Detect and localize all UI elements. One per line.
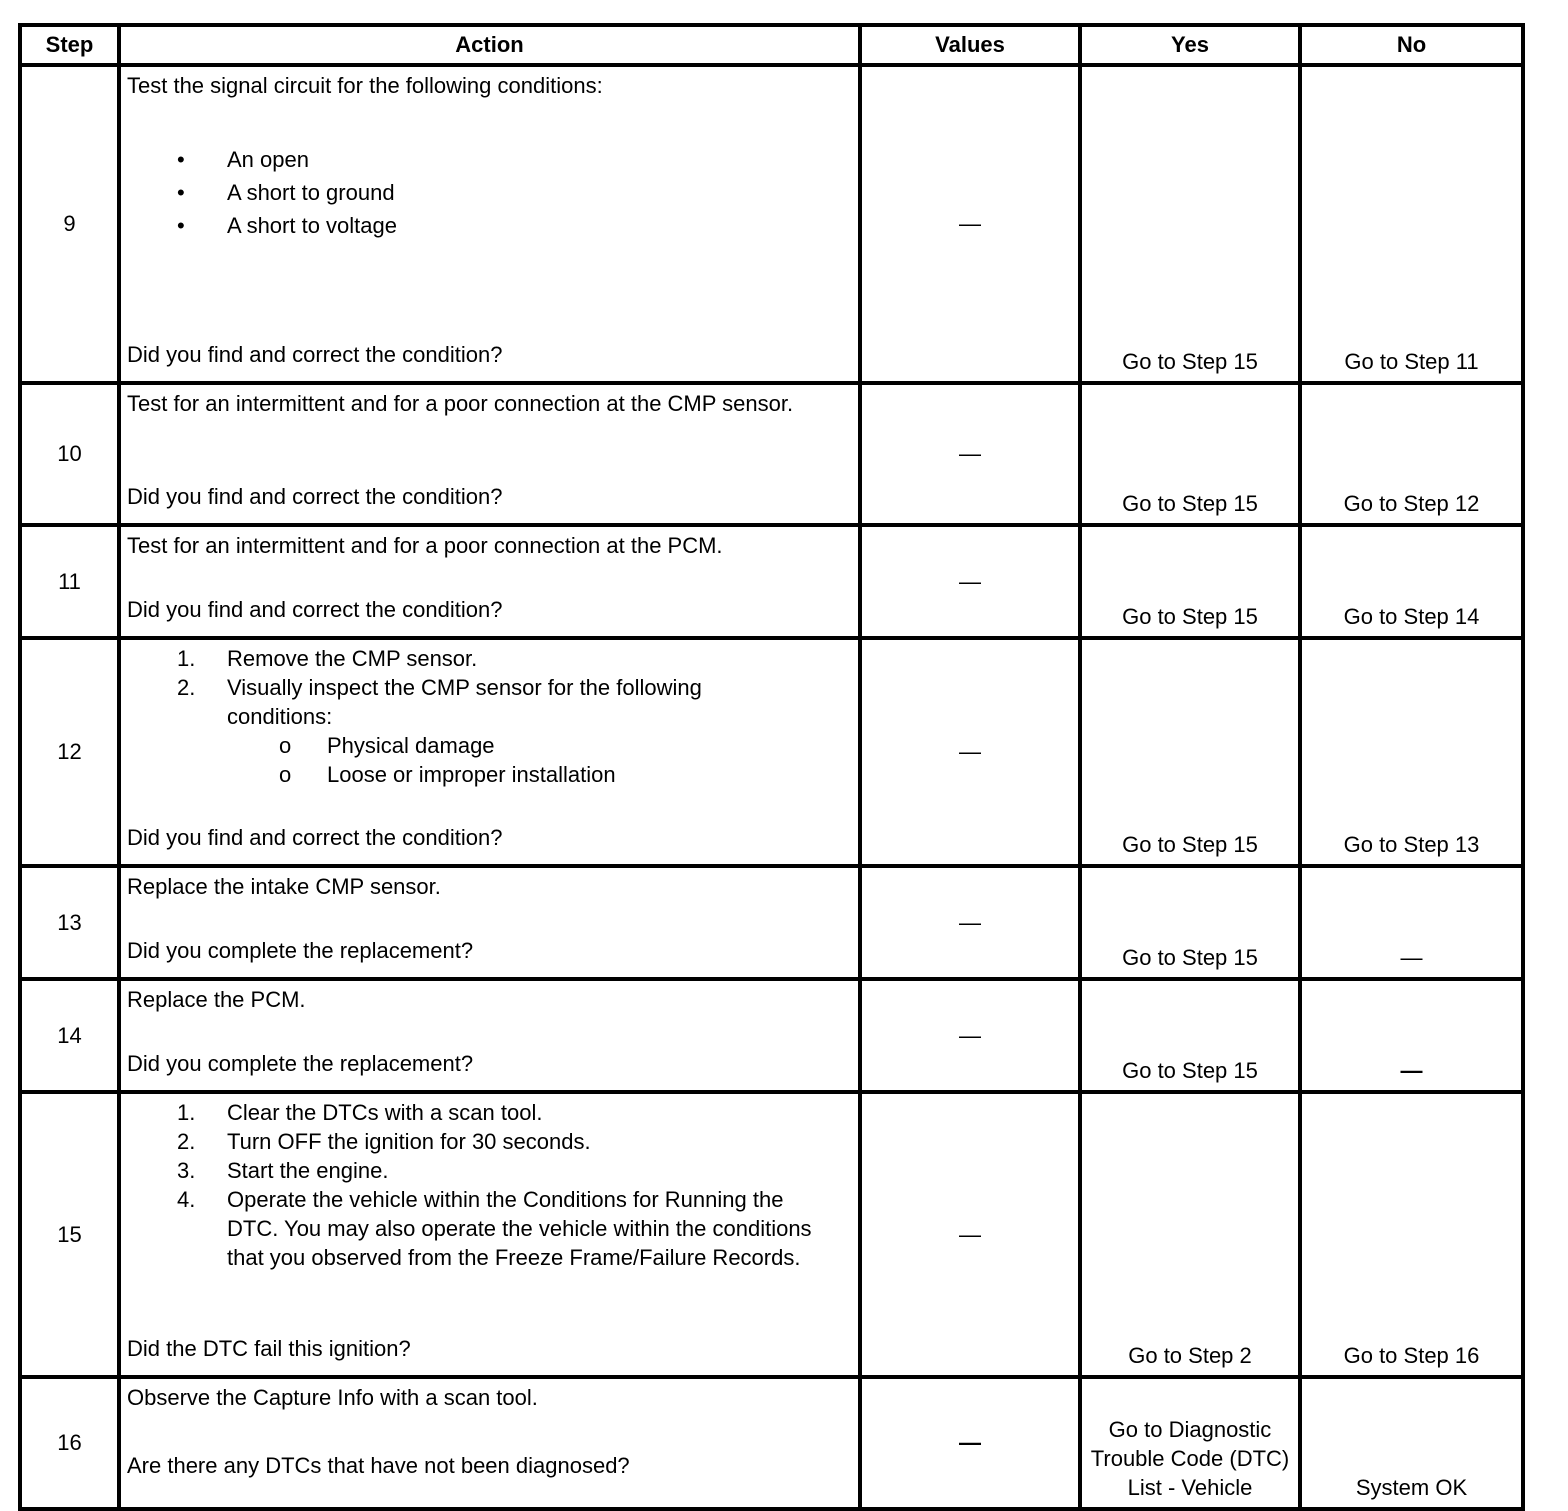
step-number: 16 xyxy=(20,1377,119,1509)
step-number: 10 xyxy=(20,383,119,525)
no-cell: Go to Step 16 xyxy=(1300,1092,1523,1377)
bullet-icon: • xyxy=(177,147,185,172)
no-cell: Go to Step 13 xyxy=(1300,638,1523,866)
yes-cell: Go to Step 15 xyxy=(1080,525,1300,638)
list-item: • A short to voltage xyxy=(127,209,852,242)
list-item: • A short to ground xyxy=(127,176,852,209)
list-item: o Loose or improper installation xyxy=(279,762,616,787)
values-cell: — xyxy=(860,383,1080,525)
no-cell: — xyxy=(1300,979,1523,1092)
action-cell xyxy=(119,866,860,979)
bullet-icon: • xyxy=(177,213,185,238)
list-item: 1. Remove the CMP sensor. xyxy=(177,646,478,671)
step-number: 12 xyxy=(20,638,119,866)
header-row xyxy=(20,25,1523,65)
action-intro: Replace the intake CMP sensor. xyxy=(127,874,441,899)
circle-bullet-icon: o xyxy=(279,733,292,758)
table-row xyxy=(20,1092,1523,1377)
list-item: o Physical damage xyxy=(279,733,495,758)
action-question: Did you find and correct the condition? xyxy=(127,825,503,850)
values-cell: — xyxy=(860,979,1080,1092)
list-item: 3. Start the engine. xyxy=(177,1158,389,1183)
action-intro: Test for an intermittent and for a poor connection at the CMP sensor. xyxy=(127,391,794,416)
no-cell: Go to Step 11 xyxy=(1300,65,1523,383)
action-cell xyxy=(119,65,860,383)
values-cell: — xyxy=(860,1377,1080,1509)
header-values: Values xyxy=(860,25,1080,65)
condition-list xyxy=(127,143,852,242)
table-row xyxy=(20,866,1523,979)
list-item: 4. Operate the vehicle within the Conditions for Running the DTC. You may also operate the vehicle within the conditions that you observed from the Freeze Frame/Failure Records. xyxy=(177,1187,812,1270)
no-cell: System OK xyxy=(1300,1377,1523,1509)
procedure-list xyxy=(127,644,852,731)
bullet-icon: • xyxy=(177,180,185,205)
table-row xyxy=(20,638,1523,866)
yes-cell: Go to Step 15 xyxy=(1080,979,1300,1092)
action-intro: Test the signal circuit for the following conditions: xyxy=(127,73,603,98)
step-number: 15 xyxy=(20,1092,119,1377)
list-item: • An open xyxy=(127,143,852,176)
no-cell: Go to Step 12 xyxy=(1300,383,1523,525)
list-item: 2. Turn OFF the ignition for 30 seconds. xyxy=(177,1129,591,1154)
action-intro: Replace the PCM. xyxy=(127,987,306,1012)
values-cell: — xyxy=(860,638,1080,866)
header-step: Step xyxy=(20,25,119,65)
action-cell xyxy=(119,1092,860,1377)
table-row xyxy=(20,979,1523,1092)
action-question: Did the DTC fail this ignition? xyxy=(127,1336,411,1361)
yes-cell: Go to Step 15 xyxy=(1080,383,1300,525)
action-cell xyxy=(119,979,860,1092)
diagnostic-table xyxy=(18,23,1525,1511)
header-action: Action xyxy=(119,25,860,65)
action-cell xyxy=(119,383,860,525)
yes-cell: Go to Step 2 xyxy=(1080,1092,1300,1377)
table-row xyxy=(20,1377,1523,1509)
action-question: Did you find and correct the condition? xyxy=(127,597,503,622)
table-row xyxy=(20,525,1523,638)
step-number: 9 xyxy=(20,65,119,383)
action-question: Did you find and correct the condition? xyxy=(127,342,503,367)
yes-cell: Go to Step 15 xyxy=(1080,866,1300,979)
step-number: 11 xyxy=(20,525,119,638)
circle-bullet-icon: o xyxy=(279,762,292,787)
action-intro: Observe the Capture Info with a scan tool. xyxy=(127,1385,538,1410)
values-cell: — xyxy=(860,65,1080,383)
dtc-list-link[interactable]: Go to Diagnostic Trouble Code (DTC) List - Vehicle xyxy=(1090,1417,1290,1500)
action-cell xyxy=(119,638,860,866)
action-question: Did you complete the replacement? xyxy=(127,938,474,963)
yes-cell: Go to Step 15 xyxy=(1080,638,1300,866)
values-cell: — xyxy=(860,1092,1080,1377)
action-cell xyxy=(119,1377,860,1509)
action-intro: Test for an intermittent and for a poor connection at the PCM. xyxy=(127,533,723,558)
yes-cell[interactable] xyxy=(1080,1377,1300,1509)
action-cell xyxy=(119,525,860,638)
procedure-list xyxy=(127,1098,852,1272)
no-cell: — xyxy=(1300,866,1523,979)
step-number: 14 xyxy=(20,979,119,1092)
action-question: Did you complete the replacement? xyxy=(127,1051,474,1076)
yes-cell: Go to Step 15 xyxy=(1080,65,1300,383)
action-question: Did you find and correct the condition? xyxy=(127,484,503,509)
table-row xyxy=(20,383,1523,525)
action-question: Are there any DTCs that have not been diagnosed? xyxy=(127,1453,630,1478)
no-cell: Go to Step 14 xyxy=(1300,525,1523,638)
list-item: 2. Visually inspect the CMP sensor for the following conditions: xyxy=(177,675,702,729)
sub-condition-list xyxy=(127,731,852,789)
step-number: 13 xyxy=(20,866,119,979)
header-no: No xyxy=(1300,25,1523,65)
values-cell: — xyxy=(860,866,1080,979)
header-yes: Yes xyxy=(1080,25,1300,65)
values-cell: — xyxy=(860,525,1080,638)
table-row xyxy=(20,65,1523,383)
list-item: 1. Clear the DTCs with a scan tool. xyxy=(177,1100,543,1125)
